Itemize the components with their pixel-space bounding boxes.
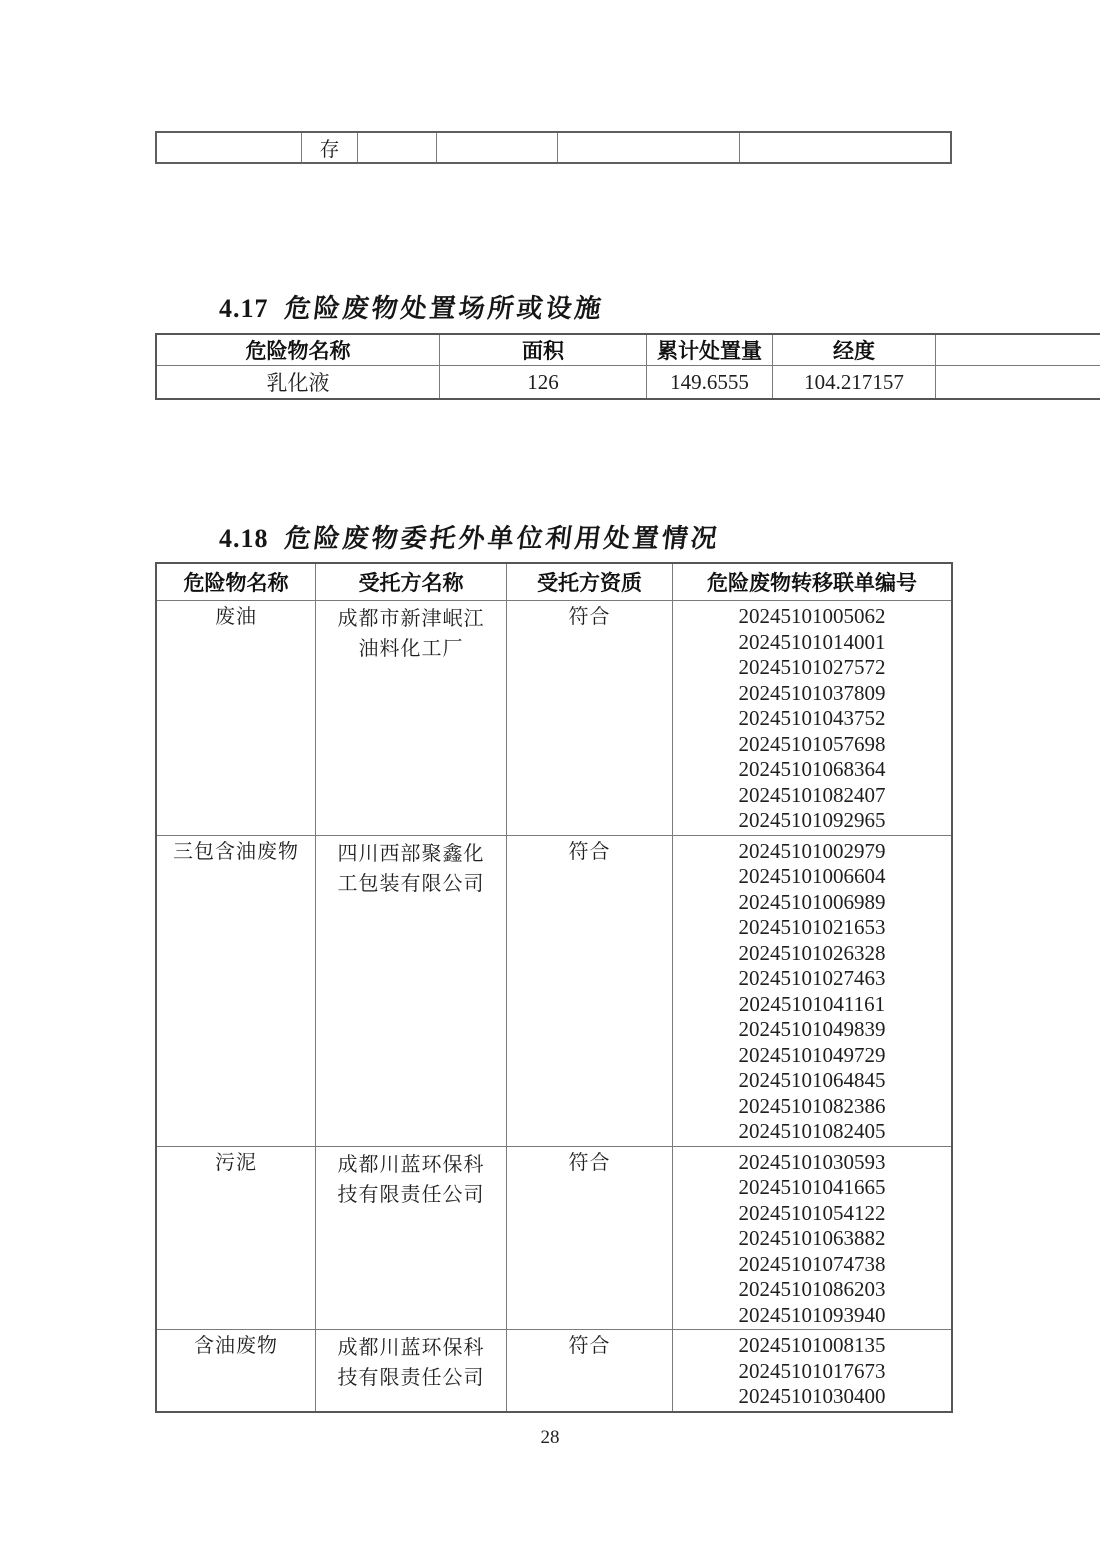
manifest-numbers-cell-line: 20245101049839 xyxy=(738,1017,886,1041)
storage-fragment-table xyxy=(155,131,952,164)
manifest-numbers-cell-line: 20245101027572 xyxy=(738,655,886,679)
manifest-numbers-cell-line: 20245101026328 xyxy=(738,940,886,965)
disposal-site-header-row xyxy=(156,334,1100,366)
section-title-4-17: 危险废物处置场所或设施 xyxy=(282,294,606,323)
waste-name-cell: 废油 xyxy=(156,601,316,836)
disposal-site-column-header: 危险物名称 xyxy=(156,334,440,366)
consignee-name-cell-line: 成都川蓝环保科 xyxy=(337,1337,485,1359)
entrusted-disposal-table-body xyxy=(156,601,952,1412)
section-title-4-18: 危险废物委托外单位利用处置情况 xyxy=(282,524,722,553)
consignee-name-cell-line: 成都市新津岷江 xyxy=(337,608,485,630)
disposal-site-table-body xyxy=(156,366,1100,400)
consignee-name-cell-line: 技有限责任公司 xyxy=(337,1367,485,1389)
manifest-numbers-cell-line: 20245101037809 xyxy=(738,680,886,705)
disposal-site-data-cell: 乳化液 xyxy=(156,366,440,400)
consignee-name-cell-line: 工包装有限公司 xyxy=(337,872,485,895)
manifest-numbers-cell-line: 20245101027463 xyxy=(738,966,886,990)
entrusted-disposal-data-row xyxy=(156,835,952,1146)
manifest-numbers-cell-line: 20245101086203 xyxy=(738,1277,886,1301)
manifest-numbers-cell-line: 20245101064845 xyxy=(738,1068,886,1092)
storage-fragment-cell: 存 xyxy=(302,132,358,163)
manifest-numbers-cell-line: 20245101021653 xyxy=(738,915,886,939)
consignee-name-cell-line: 技有限责任公司 xyxy=(337,1183,485,1206)
manifest-numbers-cell-line: 20245101082405 xyxy=(738,1119,886,1143)
qualification-cell: 符合 xyxy=(507,1146,673,1330)
manifest-numbers-cell-line: 20245101082386 xyxy=(738,1093,886,1118)
waste-name-cell: 污泥 xyxy=(156,1146,316,1330)
waste-name-cell: 三包含油废物 xyxy=(156,835,316,1146)
qualification-cell: 符合 xyxy=(507,1330,673,1412)
entrusted-disposal-data-row xyxy=(156,601,952,836)
manifest-numbers-cell-line: 20245101030593 xyxy=(738,1149,886,1174)
manifest-numbers-cell xyxy=(673,1146,953,1330)
disposal-site-data-cell: 104.217157 xyxy=(773,366,936,400)
manifest-numbers-cell-line: 20245101092965 xyxy=(738,808,886,832)
manifest-numbers-cell xyxy=(673,1330,953,1412)
consignee-name-cell xyxy=(316,1330,507,1412)
disposal-site-column-header: 经度 xyxy=(773,334,936,366)
manifest-numbers-cell-line: 20245101002979 xyxy=(738,838,886,863)
manifest-numbers-cell-line: 20245101049729 xyxy=(738,1042,886,1067)
storage-fragment-cell xyxy=(558,132,740,163)
entrusted-disposal-column-header: 受托方名称 xyxy=(316,563,507,601)
manifest-numbers-cell-line: 20245101005062 xyxy=(738,604,886,628)
disposal-site-data-cell: 126 xyxy=(440,366,647,400)
page-number: 28 xyxy=(540,1427,560,1448)
consignee-name-cell xyxy=(316,835,507,1146)
entrusted-disposal-table-head xyxy=(156,563,952,601)
manifest-numbers-cell-line: 20245101030400 xyxy=(738,1384,886,1408)
manifest-numbers-cell-line: 20245101014001 xyxy=(738,629,886,654)
manifest-numbers-cell-line: 20245101054122 xyxy=(738,1200,886,1225)
qualification-cell: 符合 xyxy=(507,835,673,1146)
disposal-site-data-cell xyxy=(936,366,1100,400)
manifest-numbers-cell-line: 20245101041161 xyxy=(738,991,886,1016)
entrusted-disposal-table xyxy=(155,562,953,1413)
qualification-cell: 符合 xyxy=(507,601,673,836)
consignee-name-cell xyxy=(316,1146,507,1330)
disposal-site-data-cell: 149.6555 xyxy=(647,366,773,400)
manifest-numbers-cell-line: 20245101017673 xyxy=(738,1358,886,1383)
entrusted-disposal-data-row xyxy=(156,1146,952,1330)
manifest-numbers-cell-line: 20245101057698 xyxy=(738,731,886,756)
consignee-name-cell xyxy=(316,601,507,836)
storage-fragment-cell xyxy=(358,132,437,163)
disposal-site-column-header: 累计处置量 xyxy=(647,334,773,366)
consignee-name-cell-line: 四川西部聚鑫化 xyxy=(337,842,485,865)
manifest-numbers-cell-line: 20245101041665 xyxy=(738,1175,886,1199)
consignee-name-cell-line: 油料化工厂 xyxy=(358,638,464,660)
manifest-numbers-cell-line: 20245101074738 xyxy=(738,1251,886,1276)
entrusted-disposal-header-row xyxy=(156,563,952,601)
storage-fragment-table-body xyxy=(156,132,951,163)
entrusted-disposal-column-header: 受托方资质 xyxy=(507,563,673,601)
entrusted-disposal-column-header: 危险废物转移联单编号 xyxy=(673,563,953,601)
disposal-site-table xyxy=(155,333,1100,400)
storage-fragment-row xyxy=(156,132,951,163)
manifest-numbers-cell xyxy=(673,601,953,836)
storage-fragment-cell xyxy=(437,132,558,163)
manifest-numbers-cell xyxy=(673,835,953,1146)
manifest-numbers-cell-line: 20245101093940 xyxy=(738,1302,886,1327)
entrusted-disposal-data-row xyxy=(156,1330,952,1412)
waste-name-cell: 含油废物 xyxy=(156,1330,316,1412)
manifest-numbers-cell-line: 20245101006604 xyxy=(738,864,886,888)
storage-fragment-cell xyxy=(156,132,302,163)
entrusted-disposal-column-header: 危险物名称 xyxy=(156,563,316,601)
section-heading-4-18 xyxy=(219,518,720,555)
section-number-4-17: 4.17 xyxy=(219,294,269,323)
disposal-site-column-header: 面积 xyxy=(440,334,647,366)
manifest-numbers-cell-line: 20245101082407 xyxy=(738,782,886,807)
manifest-numbers-cell-line: 20245101068364 xyxy=(738,757,886,781)
manifest-numbers-cell-line: 20245101006989 xyxy=(738,889,886,914)
manifest-numbers-cell-line: 20245101043752 xyxy=(738,706,886,730)
disposal-site-table-head xyxy=(156,334,1100,366)
manifest-numbers-cell-line: 20245101008135 xyxy=(738,1333,886,1357)
section-number-4-18: 4.18 xyxy=(219,524,269,553)
storage-fragment-cell xyxy=(740,132,952,163)
section-heading-4-17 xyxy=(219,288,604,325)
manifest-numbers-cell-line: 20245101063882 xyxy=(738,1226,886,1250)
consignee-name-cell-line: 成都川蓝环保科 xyxy=(337,1153,485,1176)
disposal-site-data-row xyxy=(156,366,1100,400)
disposal-site-column-header xyxy=(936,334,1100,366)
